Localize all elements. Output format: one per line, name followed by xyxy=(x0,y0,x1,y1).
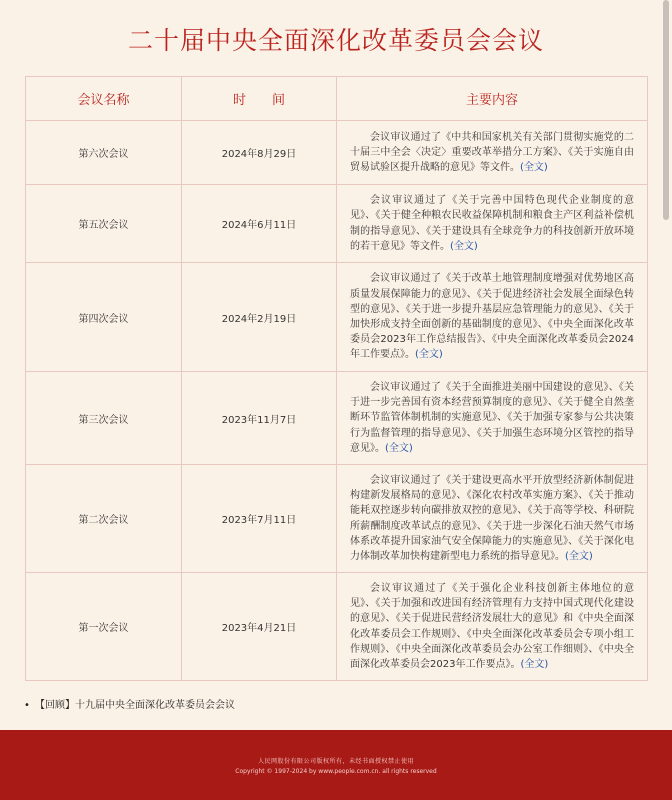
meeting-content-text: 会议审议通过了《关于强化企业科技创新主体地位的意见》、《关于加强和改进国有经济管理有力支持中国式现代化建设的意见》、《关于促进民营经济发展壮大的意见》和《中央全面深化改革委员会工作规则》、《中央全面深化改革委员会专项小组工作规则》、《中央全面深化改革委员会办公室工作细则》、《中央全面深化改革委员会2023年工作要点》。 xyxy=(350,582,634,670)
meetings-table xyxy=(25,76,648,681)
full-text-link[interactable]: (全文) xyxy=(385,442,413,454)
meeting-date-cell: 2023年11月7日 xyxy=(182,372,337,465)
footer xyxy=(0,730,672,800)
column-header-content: 主要内容 xyxy=(337,77,648,121)
full-text-link[interactable]: (全文) xyxy=(415,349,443,361)
footer-copyright-cn: 人民网股份有限公司版权所有，未经书面授权禁止使用 xyxy=(257,758,414,765)
full-text-link[interactable]: (全文) xyxy=(520,162,548,174)
meeting-content-text: 会议审议通过了《关于改革土地管理制度增强对优势地区高质量发展保障能力的意见》、《关于促进经济社会发展全面绿色转型的意见》、《关于进一步提升基层应急管理能力的意见》、《关于加快形成支持全面创新的基础制度的意见》、《中央全面深化改革委员会2023年工作总结报告》、《中央全面深化改革委员会2024年工作要点》。 xyxy=(350,273,634,361)
meeting-date-cell: 2024年8月29日 xyxy=(182,121,337,185)
meeting-content-cell xyxy=(337,372,648,465)
meeting-content-text: 会议审议通过了《关于建设更高水平开放型经济新体制促进构建新发展格局的意见》、《深化农村改革实施方案》、《关于推动能耗双控逐步转向碳排放双控的意见》、《关于高等学校、科研院所薪酬制度改革试点的意见》、《关于进一步深化石油天然气市场体系改革提升国家油气安全保障能力的实施意见》、《关于深化电力体制改革加快构建新型电力系统的指导意见》。 xyxy=(350,474,634,562)
table-row xyxy=(26,263,648,372)
meeting-name-cell: 第二次会议 xyxy=(26,465,182,573)
table-row xyxy=(26,372,648,465)
meeting-date-cell: 2023年7月11日 xyxy=(182,465,337,573)
full-text-link[interactable]: (全文) xyxy=(520,658,549,670)
meeting-date-cell: 2024年6月11日 xyxy=(182,185,337,263)
bullet-icon: • xyxy=(24,700,30,711)
meeting-content-text: 会议审议通过了《关于完善中国特色现代企业制度的意见》、《关于健全种粮农民收益保障机制和粮食主产区利益补偿机制的指导意见》、《关于建设具有全球竞争力的科技创新开放环境的若干意见》等文件。 xyxy=(350,195,634,252)
meeting-date-cell: 2023年4月21日 xyxy=(182,573,337,681)
meeting-content-cell xyxy=(337,573,648,681)
page-title: 二十届中央全面深化改革委员会会议 xyxy=(127,26,544,55)
meeting-name-cell: 第四次会议 xyxy=(26,263,182,372)
scrollbar-thumb[interactable] xyxy=(663,0,669,220)
meeting-content-text: 会议审议通过了《中共和国家机关有关部门贯彻实施党的二十届三中全会〈决定〉重要改革举措分工方案》、《关于实施自由贸易试验区提升战略的意见》等文件。 xyxy=(350,131,634,174)
table-header-row xyxy=(26,77,648,121)
footer-copyright-en: Copyright © 1997-2024 by www.people.com.cn. all rights reserved xyxy=(235,768,437,775)
table-row xyxy=(26,185,648,263)
table-row xyxy=(26,465,648,573)
table-row xyxy=(26,573,648,681)
meeting-name-cell: 第三次会议 xyxy=(26,372,182,465)
full-text-link[interactable]: (全文) xyxy=(565,550,593,562)
column-header-meeting-name: 会议名称 xyxy=(26,77,182,121)
table-row xyxy=(26,121,648,185)
meeting-date-cell: 2024年2月19日 xyxy=(182,263,337,372)
meeting-content-cell xyxy=(337,185,648,263)
meeting-content-cell xyxy=(337,263,648,372)
meeting-name-cell: 第一次会议 xyxy=(26,573,182,681)
meeting-name-cell: 第五次会议 xyxy=(26,185,182,263)
recall-item xyxy=(24,696,235,711)
meeting-name-cell: 第六次会议 xyxy=(26,121,182,185)
recall-link[interactable]: 【回顾】十九届中央全面深化改革委员会会议 xyxy=(35,700,235,711)
meeting-content-cell xyxy=(337,121,648,185)
full-text-link[interactable]: (全文) xyxy=(450,240,478,252)
meeting-content-cell xyxy=(337,465,648,573)
meeting-content-text: 会议审议通过了《关于全面推进美丽中国建设的意见》、《关于进一步完善国有资本经营预算制度的意见》、《关于健全自然垄断环节监管体制机制的实施意见》、《关于加强专家参与公共决策行为监督管理的指导意见》、《关于加强生态环境分区管控的指导意见》。 xyxy=(350,381,634,454)
column-header-date: 时 间 xyxy=(182,77,337,121)
